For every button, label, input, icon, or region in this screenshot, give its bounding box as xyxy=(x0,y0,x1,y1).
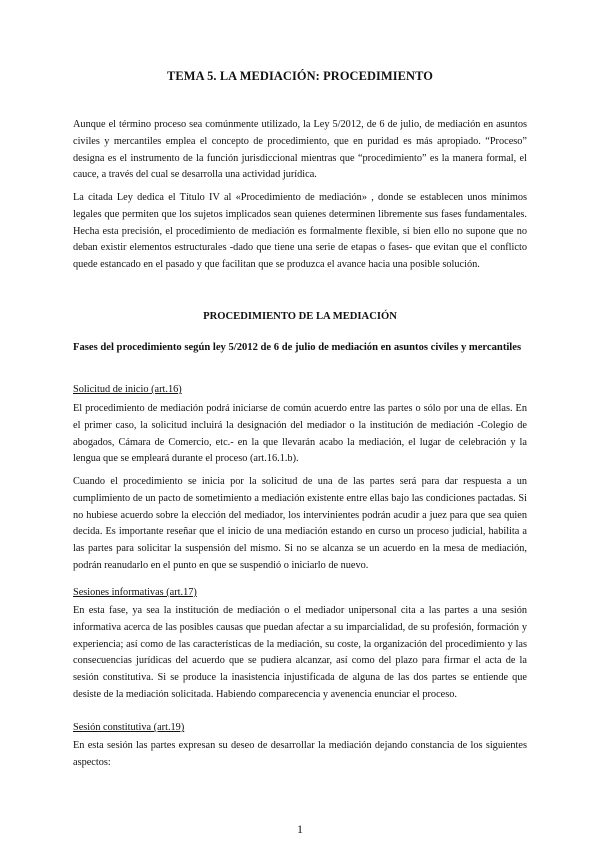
section-title: PROCEDIMIENTO DE LA MEDIACIÓN xyxy=(203,311,397,322)
constitutiva-heading: Sesión constitutiva (art.19) xyxy=(73,722,185,733)
solicitud-paragraph-2: Cuando el procedimiento se inicia por la solicitud de una de las partes será para dar respuesta a un cumplimiento de un pacto de sometimiento a mediación existente entre ellas bajo las condiciones pactadas. Si no hubiese acuerdo sobre la elección del mediador, los intervinientes podrán acudir a juez para que sea quien decida. Es importante reseñar que el inicio de una mediación estando en curso un proceso judicial, habilita a las partes para solicitar la suspensión del mismo. Si no se alcanza se un acuerdo en la mesa de mediación, podrán reanudarlo en el punto en que se suspendió o iniciarlo de nuevo. xyxy=(73,476,527,571)
constitutiva-paragraph-1: En esta sesión las partes expresan su deseo de desarrollar la mediación dejando constancia de los siguientes aspectos: xyxy=(73,740,527,768)
page-number: 1 xyxy=(297,822,303,836)
intro-paragraph-2: La citada Ley dedica el Título IV al «Procedimiento de mediación» , donde se establecen unos mínimos legales que permiten que los sujetos implicados sean quienes determinen libremente sus fases fundamentales. Hecha esta precisión, el procedimiento de mediación es formalmente flexible, si bien ello no supone que no deban existir elementos estructurales -dado que tiene una serie de etapas o fases- que evitan que el conflicto quede estancado en el pasado y que facilitan que se produzca el avance hacia una posible solución. xyxy=(73,192,527,271)
sesiones-heading: Sesiones informativas (art.17) xyxy=(73,587,197,598)
phases-title: Fases del procedimiento según ley 5/2012 de 6 de julio de mediación en asuntos civiles y mercantiles xyxy=(73,342,522,353)
intro-paragraph-1: Aunque el término proceso sea comúnmente utilizado, la Ley 5/2012, de 6 de julio, de mediación en asuntos civiles y mercantiles emplea el concepto de procedimiento, que en puridad es más apropiado. “Proceso” designa es el instrumento de la función jurisdiccional mientras que “procedimiento” es la manera formal, el cauce, a través del cual se desarrolla una actividad jurídica. xyxy=(73,119,527,181)
solicitud-heading: Solicitud de inicio (art.16) xyxy=(73,384,182,395)
solicitud-paragraph-1: El procedimiento de mediación podrá iniciarse de común acuerdo entre las partes o sólo por una de ellas. En el primer caso, la solicitud incluirá la designación del mediador o la institución de mediación -Colegio de abogados, Cámara de Comercio, etc.- en la que llevarán acabo la mediación, el lugar de celebración y la lengua que se empleará durante el proceso (art.16.1.b). xyxy=(73,403,527,465)
sesiones-paragraph-1: En esta fase, ya sea la institución de mediación o el mediador unipersonal cita a las partes a una sesión informativa acerca de las posibles causas que puedan afectar a su imparcialidad, de su profesión, formación y experiencia; así como de las características de la mediación, su coste, la organización del procedimiento y las consecuencias jurídicas del acuerdo que se pudiera alcanzar, así como del plazo para firmar el acta de la sesión constitutiva. Si se produce la inasistencia injustificada de alguna de las dos partes se entiende que desiste de la mediación solicitada. Habiendo comparecencia y avenencia enunciar el proceso. xyxy=(73,605,527,700)
document-title: TEMA 5. LA MEDIACIÓN: PROCEDIMIENTO xyxy=(167,69,433,83)
